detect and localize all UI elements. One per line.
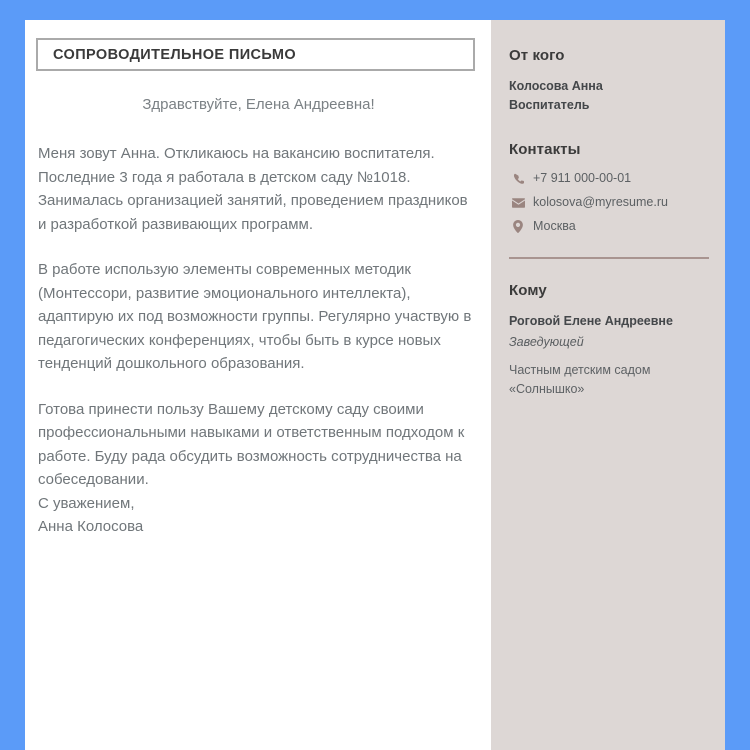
sender-heading: От кого [509, 47, 565, 64]
signoff-name: Анна Колосова [38, 518, 144, 535]
phone-icon [509, 172, 527, 186]
page-title: СОПРОВОДИТЕЛЬНОЕ ПИСЬМО [53, 46, 297, 63]
recipient-organization-line-2: «Солнышко» [509, 382, 585, 396]
recipient-heading: Кому [509, 282, 547, 299]
contact-email-value: kolosova@myresume.ru [533, 195, 668, 209]
letter-sidebar [491, 20, 725, 750]
sidebar-divider [509, 257, 709, 259]
contact-email-row[interactable] [509, 195, 709, 210]
letter-page [25, 20, 725, 750]
letter-greeting: Здравствуйте, Елена Андреевна! [142, 96, 375, 113]
contact-phone-value: +7 911 000-00-01 [533, 171, 632, 185]
letter-paragraph-1: Меня зовут Анна. Откликаюсь на вакансию воспитателя. Последние 3 года я работала в детском саду №1018. Занималась организацией занятий, проведением праздников и разработкой развивающих программ. [38, 145, 468, 233]
sender-name: Колосова Анна [509, 79, 603, 93]
recipient-organization-line-1: Частным детским садом [509, 363, 651, 377]
recipient-organization [509, 361, 709, 399]
letter-paragraph-3: Готова принести пользу Вашему детскому саду своими профессиональными навыками и ответственным подходом к работе. Буду рада обсудить возможность сотрудничества на собеседовании. [38, 400, 465, 488]
recipient-position: Заведующей [509, 335, 584, 349]
contact-location-row[interactable] [509, 219, 709, 234]
letter-body-column [25, 20, 491, 750]
letter-title-box [36, 38, 475, 71]
contacts-list [509, 171, 709, 234]
letter-signoff [38, 492, 475, 539]
contact-phone-row[interactable] [509, 171, 709, 186]
recipient-name: Роговой Елене Андреевне [509, 314, 673, 328]
envelope-icon [509, 196, 527, 210]
contacts-heading: Контакты [509, 141, 581, 158]
location-pin-icon [509, 220, 527, 234]
letter-paragraph-2: В работе использую элементы современных методик (Монтессори, развитие эмоционального интеллекта), адаптирую их под возможности группы. Регулярно участвую в педагогических конференциях, чтобы быть в курсе новых тенденций дошкольного образования. [38, 261, 472, 372]
sender-position: Воспитатель [509, 98, 590, 112]
contact-location-value: Москва [533, 219, 576, 233]
signoff-closing: С уважением, [38, 494, 135, 512]
